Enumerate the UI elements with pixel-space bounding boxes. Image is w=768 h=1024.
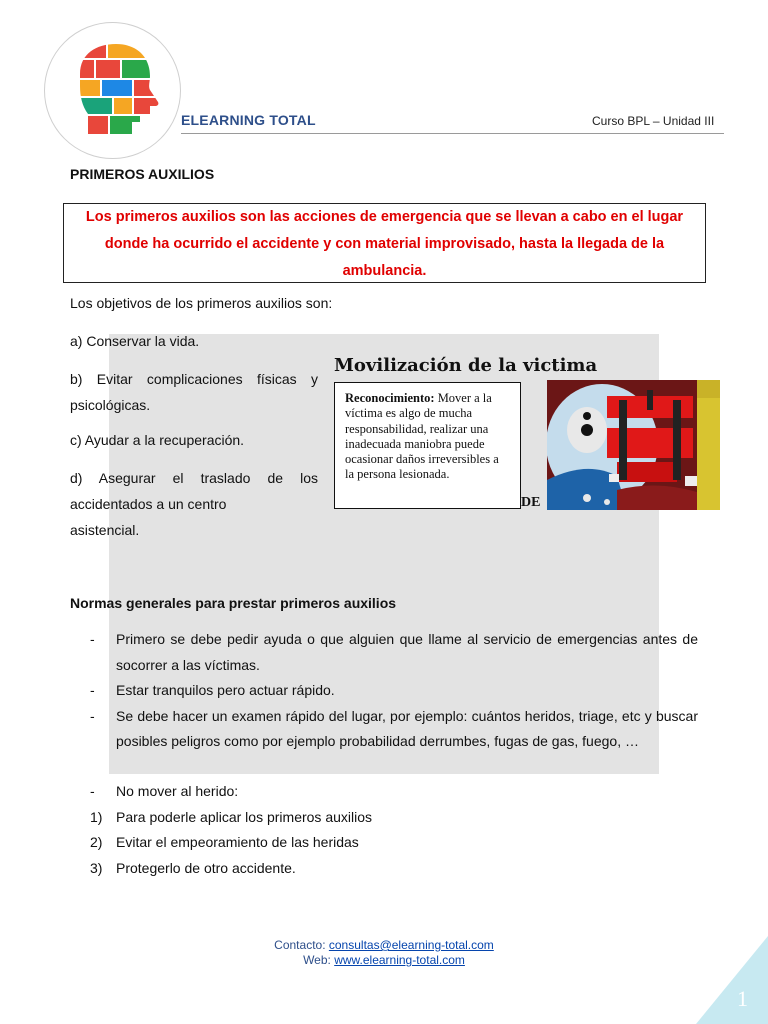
stretcher-victim-illustration	[547, 380, 720, 510]
objective-d-line1: d) Asegurar el traslado de los accidentados a un centro	[70, 470, 318, 512]
list-item	[90, 678, 698, 704]
list-item-text: Protegerlo de otro accidente.	[116, 859, 296, 876]
head-mosaic-logo-icon	[66, 40, 162, 136]
list-item-text: Primero se debe pedir ayuda o que alguien que llame al servicio de emergencias antes de socorrer a las víctimas.	[116, 631, 698, 673]
norms-title: Normas generales para prestar primeros auxilios	[70, 595, 397, 611]
brand-name: ELEARNING TOTAL	[181, 112, 316, 128]
section-title: PRIMEROS AUXILIOS	[70, 166, 215, 182]
header-divider	[181, 133, 724, 134]
objective-d	[70, 465, 318, 543]
definition-box	[63, 203, 706, 283]
list-item	[90, 627, 698, 678]
list-item-text: Estar tranquilos pero actuar rápido.	[116, 682, 335, 698]
list-item-text: No mover al herido:	[116, 783, 239, 799]
course-unit: Curso BPL – Unidad III	[592, 114, 715, 128]
caption-label: Reconocimiento:	[345, 391, 435, 405]
objectives-intro: Los objetivos de los primeros auxilios son:	[70, 295, 333, 311]
no-move-list	[90, 779, 698, 881]
list-marker: 3)	[90, 859, 103, 876]
list-item	[90, 830, 698, 856]
image-trailing-text: DE	[521, 495, 541, 510]
objective-a: a) Conservar la vida.	[70, 333, 200, 349]
definition-text: Los primeros auxilios son las acciones de emergencia que se llevan a cabo en el lugar donde ha ocurrido el accidente y con material improvisado, hasta la llegada de la ambulancia.	[85, 209, 684, 279]
web-url-link[interactable]: www.elearning-total.com	[334, 953, 465, 967]
list-marker: -	[90, 707, 95, 724]
list-marker: -	[90, 631, 95, 647]
list-item-text: Se debe hacer un examen rápido del lugar, por ejemplo: cuántos heridos, triage, etc y buscar posibles peligros como por ejemplo probabilidad derrumbes, fugas de gas, fuego, …	[116, 707, 698, 749]
contact-email-link[interactable]: consultas@elearning-total.com	[328, 938, 494, 952]
list-item	[90, 805, 698, 831]
page-corner-shape	[696, 936, 768, 1024]
objective-c: c) Ayudar a la recuperación.	[70, 432, 245, 448]
image-title: Movilización de la victima	[334, 355, 598, 376]
list-item-text: Para poderle aplicar los primeros auxilios	[116, 808, 373, 825]
objective-d-line2: asistencial.	[70, 522, 140, 538]
list-marker: -	[90, 783, 95, 799]
list-item-text: Evitar el empeoramiento de las heridas	[116, 834, 359, 850]
footer-contact	[0, 938, 768, 952]
norms-list	[90, 627, 698, 755]
caption-text: Mover a la víctima es algo de mucha responsabilidad, realizar una inadecuada maniobra puede ocasionar daños irreversibles a la persona lesionada.	[345, 391, 499, 482]
web-label: Web:	[303, 953, 335, 967]
page-number: 1	[737, 986, 748, 1011]
list-item	[90, 856, 698, 882]
footer-web	[0, 953, 768, 967]
list-marker: -	[90, 682, 95, 698]
list-marker: 1)	[90, 808, 103, 825]
objective-b: b) Evitar complicaciones físicas y psicológicas.	[70, 371, 318, 413]
image-caption-box	[334, 382, 521, 509]
list-item	[90, 779, 698, 805]
list-marker: 2)	[90, 834, 103, 850]
contact-label: Contacto:	[274, 938, 329, 952]
list-item	[90, 704, 698, 755]
